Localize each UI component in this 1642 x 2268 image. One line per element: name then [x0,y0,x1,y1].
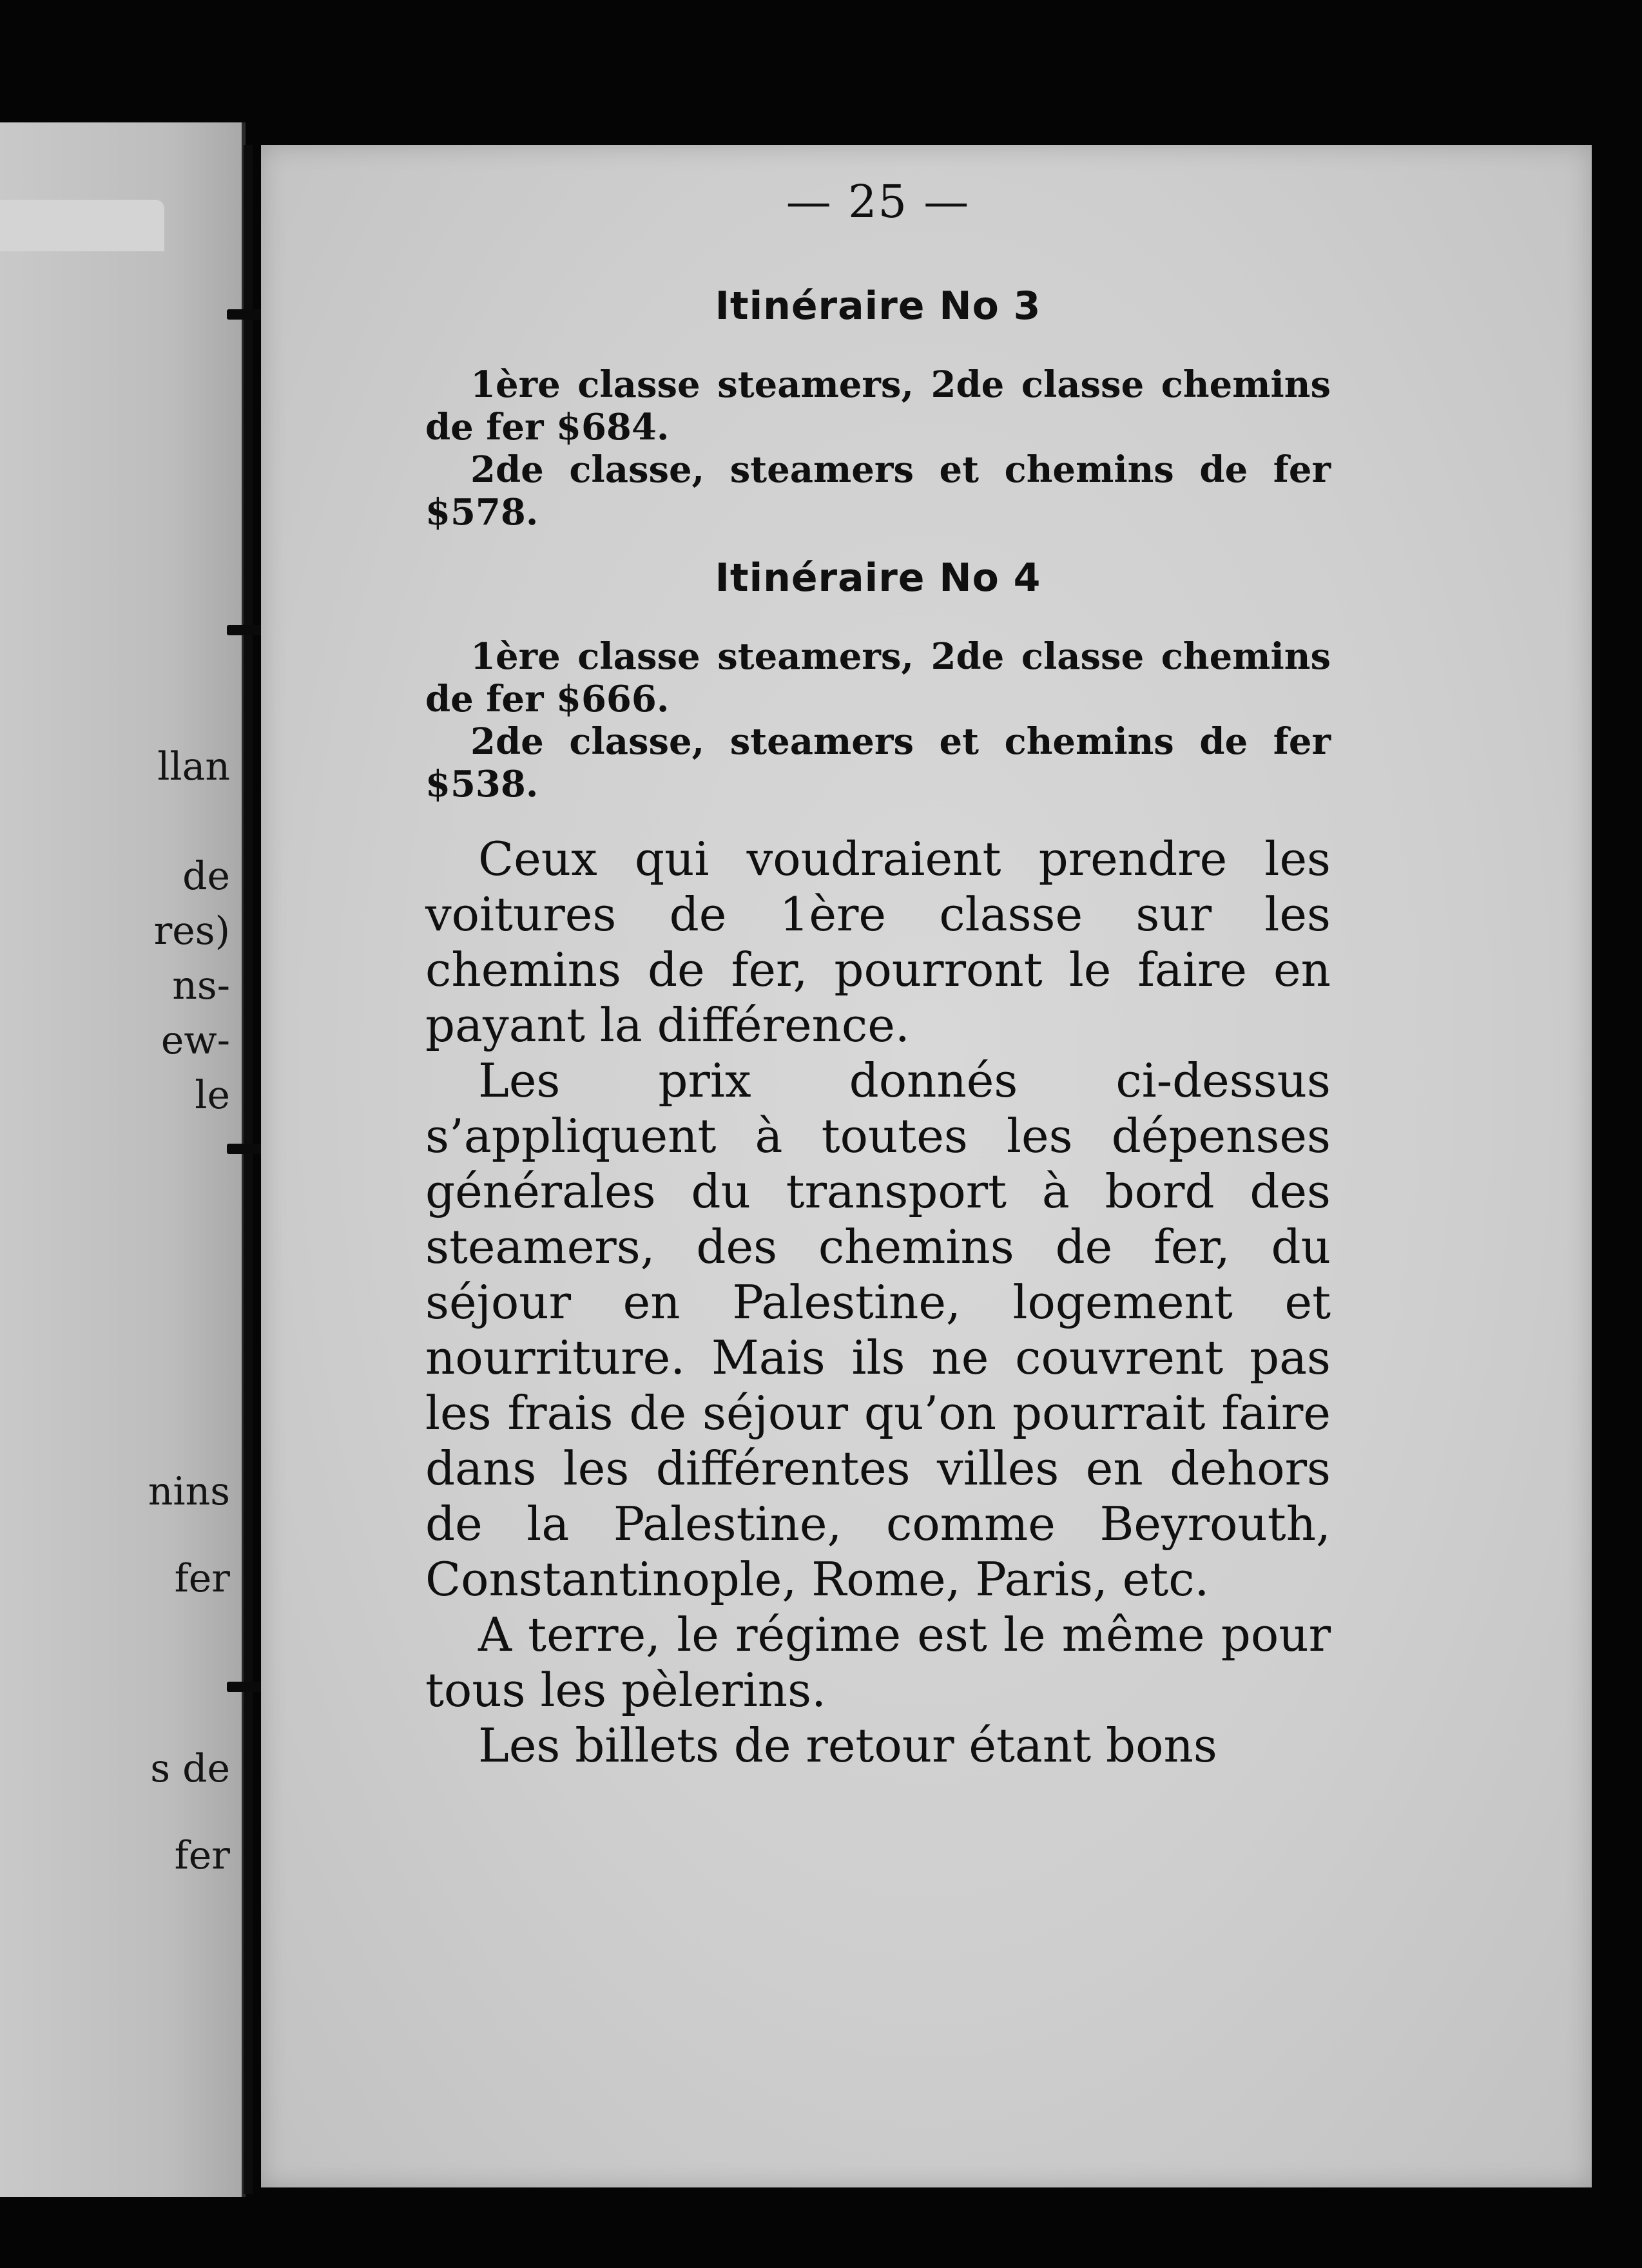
previous-page-fragment: ns- [172,963,230,1008]
body-paragraph: Ceux qui voudraient prendre les voitures de 1ère classe sur les chemins de fer, pourront le faire en payant la différence. [425,832,1331,1052]
body-paragraph: A terre, le régime est le même pour tous les pèlerins. [425,1608,1331,1717]
body-paragraph: Les billets de retour étant bons [478,1718,1217,1773]
price-line: 1ère classe steamers, 2de classe chemins de fer $684. [425,363,1331,448]
body-paragraph: Les prix donnés ci-dessus s’appliquent à toutes les dépenses générales du transport à bord des steamers, des chemins de fer, du séjour en Palestine, logement et nourriture. Mais ils ne couvrent pas les frais de séjour qu’on pourrait faire dans les différentes villes en dehors de la Palestine, comme Beyrouth, Constantinople, Rome, Paris, etc. [425,1053,1331,1606]
previous-page-fragment: nins [148,1469,230,1514]
previous-page-fragment: ew- [160,1018,230,1063]
previous-page [0,122,246,2197]
previous-page-tab [0,200,164,251]
previous-page-fragment: fer [174,1833,230,1878]
page-content [425,174,1331,1773]
itinerary-heading: Itinéraire No 4 [715,555,1041,601]
itinerary-heading: Itinéraire No 3 [715,284,1041,329]
previous-page-fragment: res) [153,908,230,954]
itinerary-section-3 [425,281,1331,533]
previous-page-fragment: le [195,1073,230,1118]
previous-page-fragment: de [182,854,230,899]
page-number: — 25 — [786,175,971,228]
price-line: 2de classe, steamers et chemins de fer $538. [425,720,1331,805]
price-line: 2de classe, steamers et chemins de fer $578. [425,448,1331,533]
previous-page-fragment: fer [174,1556,230,1601]
previous-page-fragment: llan [157,744,230,789]
previous-page-fragment: s de [150,1746,230,1791]
itinerary-section-4 [425,553,1331,805]
price-line: 1ère classe steamers, 2de classe chemins de fer $666. [425,635,1331,720]
book-spine [244,145,253,2194]
